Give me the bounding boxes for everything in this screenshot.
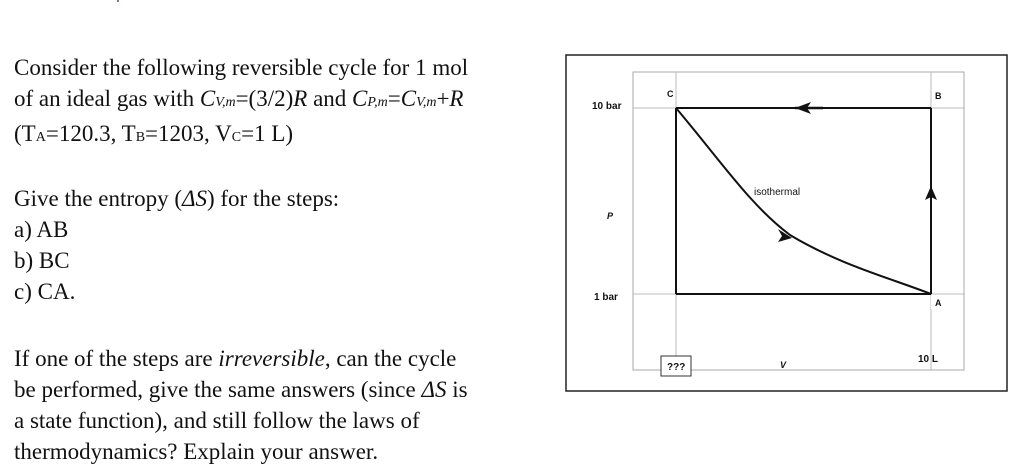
text-segment: and — [307, 86, 353, 111]
step-ca: c) CA. — [14, 279, 76, 304]
pressure-axis-label: P — [607, 211, 614, 221]
point-b-label: B — [935, 91, 942, 101]
text-segment: If one of the steps are — [14, 346, 219, 371]
text-segment: = — [387, 86, 401, 111]
isothermal-label: isothermal — [754, 187, 801, 198]
question-line-3: a state function), and still follow the laws of — [14, 408, 420, 433]
step-bc: b) BC — [14, 248, 70, 273]
text-segment: be performed, give the same answers (since — [14, 377, 422, 402]
question-line-4: thermodynamics? Explain your answer. — [14, 439, 379, 464]
delta-s-symbol: ΔS — [181, 186, 207, 211]
text-segment: (T — [14, 121, 36, 146]
text-segment: =120.3, T — [45, 121, 136, 146]
volume-axis-label: V — [780, 360, 787, 370]
point-c-label: C — [667, 89, 674, 99]
cv-subscript-2: V,m — [416, 95, 437, 110]
pressure-low-label: 1 bar — [594, 292, 618, 303]
cp-subscript: P,m — [367, 95, 388, 110]
path-ca-isothermal — [676, 108, 931, 294]
volume-high-label: 10 L — [918, 354, 939, 365]
text-segment: is — [446, 377, 468, 402]
r-symbol-2: R — [449, 86, 464, 111]
text-segment: , can the cycle — [324, 346, 457, 371]
volume-low-label: ??? — [667, 362, 686, 373]
text-segment: =1 L) — [241, 121, 293, 146]
cp-symbol: C — [352, 86, 368, 111]
text-segment: =(3/2) — [235, 86, 294, 111]
tb-subscript: B — [135, 130, 146, 145]
vc-subscript: C — [231, 130, 242, 145]
point-a-label: A — [935, 298, 942, 308]
cv-subscript: V,m — [215, 95, 236, 110]
text-segment: =1203, V — [145, 121, 232, 146]
text-segment: of an ideal gas with — [14, 86, 200, 111]
cv-symbol: C — [199, 86, 216, 111]
diagram-frame — [566, 55, 1007, 391]
step-ab: a) AB — [14, 217, 69, 242]
ta-subscript: A — [35, 130, 46, 145]
irreversible-word: irreversible — [218, 346, 325, 371]
pressure-high-label: 10 bar — [592, 101, 622, 112]
problem-line-1: Consider the following reversible cycle for 1 mol — [14, 55, 469, 80]
r-symbol: R — [293, 86, 308, 111]
text-segment: ) for the steps: — [206, 186, 340, 211]
cv-symbol-2: C — [400, 86, 417, 111]
delta-s-symbol-2: ΔS — [421, 377, 447, 402]
text-segment: + — [436, 86, 450, 111]
text-segment: Give the entropy ( — [14, 186, 182, 211]
